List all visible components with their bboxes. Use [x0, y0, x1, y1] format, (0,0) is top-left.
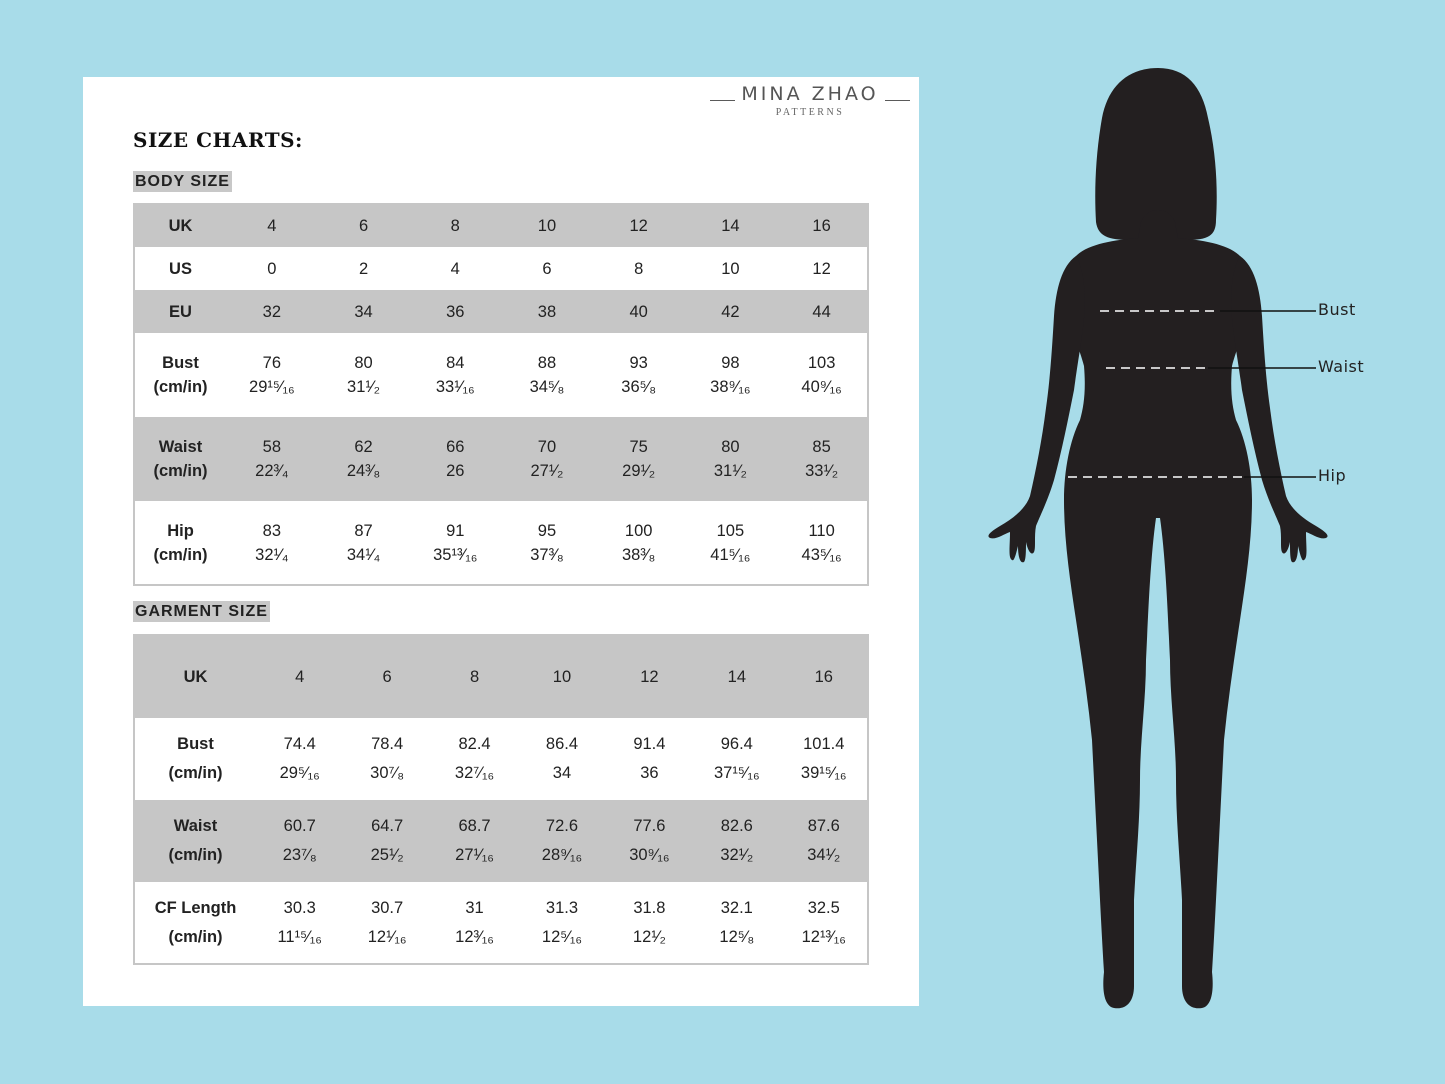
brand-logo: [710, 83, 910, 118]
in-value: 30⁹⁄₁₆: [629, 846, 670, 864]
table-cell: [518, 718, 605, 800]
cm-value: 80: [354, 354, 373, 372]
in-value: 24³⁄₈: [346, 462, 381, 480]
table-row: [134, 333, 868, 417]
in-value: 29⁵⁄₁₆: [279, 764, 320, 782]
in-value: 38³⁄₈: [621, 545, 656, 564]
cm-value: 100: [624, 521, 653, 540]
table-cell: 14: [685, 204, 777, 247]
table-cell: [593, 417, 685, 501]
in-value: 12⁵⁄₈: [719, 927, 755, 946]
table-cell: [518, 882, 605, 964]
cm-value: 84: [446, 354, 465, 372]
cm-value: 96.4: [720, 735, 753, 753]
table-row: [134, 501, 868, 585]
cm-value: 76: [262, 354, 282, 372]
table-cell: [693, 882, 780, 964]
in-value: 26: [446, 462, 465, 480]
body-size-table: [133, 203, 869, 586]
table-cell: 44: [776, 290, 868, 333]
body-measurement-figure: [980, 60, 1440, 1030]
table-cell: [318, 501, 410, 585]
in-value: 27¹⁄₁₆: [455, 846, 494, 864]
table-cell: [685, 417, 777, 501]
table-cell: [518, 800, 605, 882]
table-cell: [606, 718, 693, 800]
row-header: [134, 718, 256, 800]
table-cell: 10: [501, 204, 593, 247]
cm-value: 78.4: [371, 735, 404, 753]
cm-value: 58: [262, 438, 282, 456]
cm-value: 64.7: [371, 817, 404, 835]
table-cell: [318, 333, 410, 417]
table-row: [134, 882, 868, 964]
garment-size-label: GARMENT SIZE: [135, 603, 268, 620]
page-title: SIZE CHARTS:: [133, 128, 303, 152]
in-value: 25¹⁄₂: [370, 846, 404, 864]
bust-label: Bust: [1318, 300, 1356, 319]
table-cell: [409, 501, 501, 585]
row-header-label: Waist: [173, 817, 218, 835]
cm-value: 32.1: [720, 898, 753, 917]
cm-value: 86.4: [545, 735, 579, 753]
cm-value: 31.8: [633, 898, 666, 917]
table-cell: 36: [409, 290, 501, 333]
cm-value: 101.4: [803, 735, 845, 753]
cm-value: 77.6: [633, 817, 666, 835]
table-cell: 8: [431, 635, 518, 718]
body-size-label: BODY SIZE: [135, 173, 230, 190]
table-cell: [343, 718, 430, 800]
in-value: 32⁷⁄₁₆: [454, 764, 495, 782]
in-value: 43⁵⁄₁₆: [801, 545, 842, 564]
table-cell: [409, 417, 501, 501]
table-cell: [693, 718, 780, 800]
in-value: 32¹⁄₄: [255, 545, 289, 564]
table-cell: 2: [318, 247, 410, 290]
cm-value: 31: [465, 898, 484, 917]
table-cell: [781, 882, 868, 964]
table-cell: [776, 333, 868, 417]
table-cell: 12: [776, 247, 868, 290]
cm-value: 110: [808, 521, 835, 540]
table-cell: [501, 417, 593, 501]
size-chart-sheet: [83, 77, 919, 1006]
row-header-label: Hip: [167, 521, 194, 540]
cm-value: 62: [354, 438, 373, 456]
cm-value: 82.4: [458, 735, 491, 753]
row-header-label: Waist: [158, 438, 203, 456]
table-cell: [685, 501, 777, 585]
table-cell: [431, 800, 518, 882]
in-value: 23⁷⁄₈: [282, 846, 317, 864]
table-cell: [256, 800, 343, 882]
in-value: 39¹⁵⁄₁₆: [800, 764, 847, 782]
table-cell: [593, 501, 685, 585]
cm-value: 72.6: [545, 817, 579, 835]
table-cell: [409, 333, 501, 417]
table-cell: 40: [593, 290, 685, 333]
in-value: 27¹⁄₂: [530, 462, 564, 480]
table-cell: 6: [501, 247, 593, 290]
in-value: 33¹⁄₁₆: [435, 378, 475, 396]
row-header: [134, 333, 226, 417]
table-cell: [226, 333, 318, 417]
table-cell: [431, 882, 518, 964]
hip-label: Hip: [1318, 466, 1347, 485]
cm-value: 30.3: [283, 898, 316, 917]
body-silhouette-illustration: [980, 60, 1440, 1030]
table-row: [134, 800, 868, 882]
cm-value: 32.5: [807, 898, 840, 917]
row-header: UK: [134, 635, 256, 718]
table-cell: 10: [685, 247, 777, 290]
brand-subtitle: PATTERNS: [775, 107, 845, 118]
in-value: 22³⁄₄: [255, 462, 289, 480]
row-header-unit: (cm/in): [153, 462, 208, 480]
cm-value: 88: [537, 354, 557, 372]
garment-size-table: [133, 634, 869, 965]
table-cell: [343, 882, 430, 964]
in-value: 33¹⁄₂: [805, 462, 839, 480]
row-header: [134, 882, 256, 964]
cm-value: 60.7: [283, 817, 316, 835]
in-value: 34⁵⁄₈: [529, 378, 565, 396]
table-cell: 0: [226, 247, 318, 290]
cm-value: 103: [807, 354, 836, 372]
in-value: 12¹⁄₁₆: [367, 927, 407, 946]
cm-value: 93: [629, 354, 648, 372]
cm-value: 105: [716, 521, 745, 540]
waist-label: Waist: [1318, 357, 1365, 376]
row-header: [134, 417, 226, 501]
cm-value: 80: [721, 438, 740, 456]
in-value: 12⁵⁄₁₆: [541, 927, 583, 946]
row-header-unit: (cm/in): [153, 545, 208, 564]
in-value: 12³⁄₁₆: [455, 927, 494, 946]
cm-value: 85: [812, 438, 831, 456]
table-cell: 34: [318, 290, 410, 333]
table-cell: [776, 501, 868, 585]
cm-value: 70: [537, 438, 557, 456]
table-cell: [318, 417, 410, 501]
table-row: [134, 417, 868, 501]
in-value: 36⁵⁄₈: [621, 378, 657, 396]
cm-value: 75: [629, 438, 648, 456]
table-cell: [256, 718, 343, 800]
table-cell: 8: [409, 204, 501, 247]
table-cell: [431, 718, 518, 800]
row-header-unit: (cm/in): [153, 378, 208, 396]
table-cell: 6: [318, 204, 410, 247]
cm-value: 87.6: [807, 817, 840, 835]
in-value: 35¹³⁄₁₆: [433, 545, 478, 564]
in-value: 37¹⁵⁄₁₆: [713, 764, 760, 782]
row-header: US: [134, 247, 226, 290]
table-cell: [776, 417, 868, 501]
table-cell: [606, 882, 693, 964]
cm-value: 82.6: [720, 817, 753, 835]
table-cell: 16: [781, 635, 868, 718]
table-cell: 4: [226, 204, 318, 247]
brand-name: MINA ZHAO: [735, 83, 884, 105]
in-value: 38⁹⁄₁₆: [710, 378, 751, 396]
in-value: 32¹⁄₂: [720, 846, 754, 864]
table-row: [134, 635, 868, 718]
in-value: 34¹⁄₂: [807, 846, 841, 864]
row-header: [134, 501, 226, 585]
row-header-unit: (cm/in): [168, 927, 223, 946]
table-cell: [685, 333, 777, 417]
in-value: 36: [640, 764, 659, 782]
table-cell: [226, 501, 318, 585]
table-row: [134, 290, 868, 333]
cm-value: 87: [354, 521, 373, 540]
cm-value: 30.7: [371, 898, 404, 917]
in-value: 28⁹⁄₁₆: [541, 846, 583, 864]
cm-value: 91: [446, 521, 465, 540]
in-value: 34: [552, 764, 572, 782]
table-cell: 10: [518, 635, 605, 718]
in-value: 12¹³⁄₁₆: [801, 927, 846, 946]
in-value: 29¹⁄₂: [622, 462, 656, 480]
table-cell: [501, 333, 593, 417]
cm-value: 95: [537, 521, 557, 540]
table-cell: [256, 882, 343, 964]
table-cell: 42: [685, 290, 777, 333]
cm-value: 74.4: [283, 735, 316, 753]
in-value: 30⁷⁄₈: [370, 764, 405, 782]
in-value: 12¹⁄₂: [632, 927, 666, 946]
table-cell: [501, 501, 593, 585]
table-cell: 14: [693, 635, 780, 718]
cm-value: 83: [262, 521, 282, 540]
cm-value: 68.7: [458, 817, 491, 835]
table-cell: [781, 800, 868, 882]
cm-value: 31.3: [545, 898, 579, 917]
table-cell: 12: [593, 204, 685, 247]
table-cell: [226, 417, 318, 501]
in-value: 29¹⁵⁄₁₆: [249, 378, 295, 396]
cm-value: 91.4: [633, 735, 666, 753]
row-header-label: Bust: [177, 735, 214, 753]
in-value: 31¹⁄₂: [347, 378, 381, 396]
table-cell: [606, 800, 693, 882]
table-cell: [693, 800, 780, 882]
table-cell: [593, 333, 685, 417]
table-cell: 8: [593, 247, 685, 290]
table-cell: 16: [776, 204, 868, 247]
in-value: 31¹⁄₂: [713, 462, 747, 480]
body-silhouette: [988, 68, 1327, 1008]
in-value: 37³⁄₈: [530, 545, 564, 564]
cm-value: 98: [721, 354, 740, 372]
row-header: UK: [134, 204, 226, 247]
table-row: [134, 718, 868, 800]
row-header-label: Bust: [162, 354, 199, 372]
table-cell: 4: [256, 635, 343, 718]
row-header: EU: [134, 290, 226, 333]
in-value: 41⁵⁄₁₆: [710, 545, 751, 564]
cm-value: 66: [446, 438, 465, 456]
in-value: 11¹⁵⁄₁₆: [277, 927, 322, 946]
row-header-unit: (cm/in): [168, 846, 223, 864]
table-row: [134, 204, 868, 247]
table-cell: [781, 718, 868, 800]
table-cell: 38: [501, 290, 593, 333]
in-value: 40⁹⁄₁₆: [801, 378, 842, 396]
table-cell: 12: [606, 635, 693, 718]
table-cell: 32: [226, 290, 318, 333]
table-row: [134, 247, 868, 290]
table-cell: 6: [343, 635, 430, 718]
row-header-label: CF Length: [154, 898, 237, 917]
table-cell: 4: [409, 247, 501, 290]
row-header: [134, 800, 256, 882]
table-cell: [343, 800, 430, 882]
in-value: 34¹⁄₄: [346, 545, 381, 564]
row-header-unit: (cm/in): [168, 764, 223, 782]
